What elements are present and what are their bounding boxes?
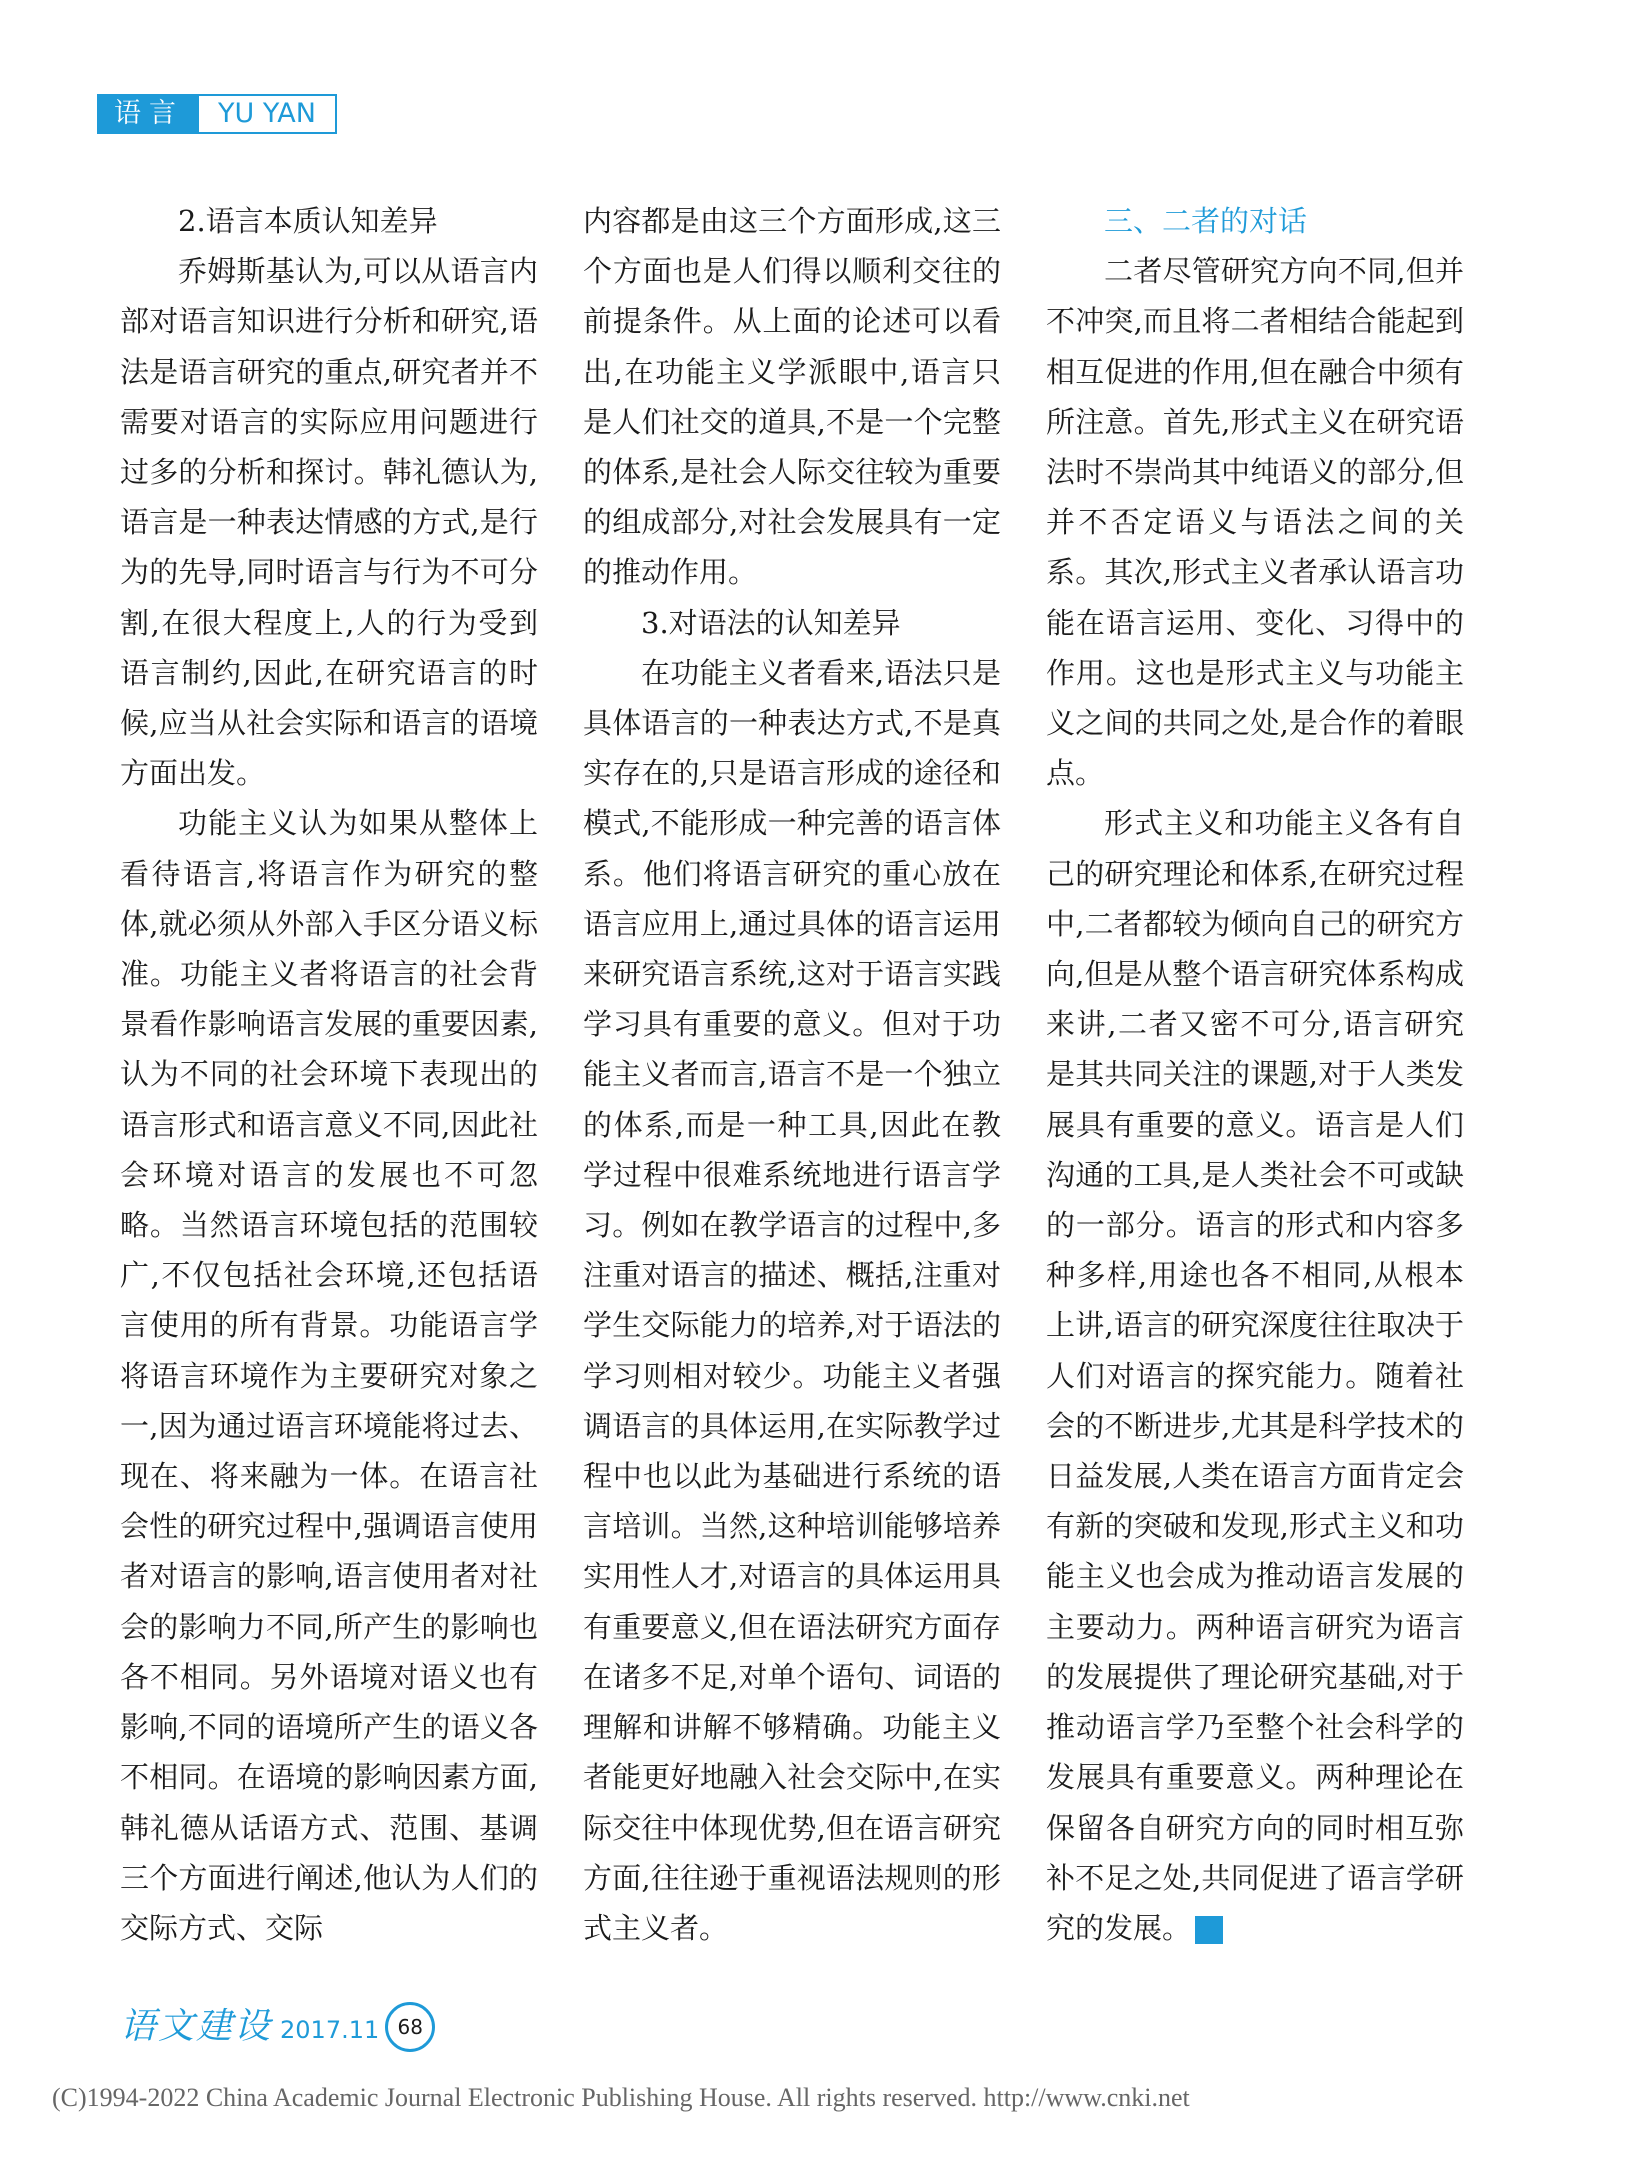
section-label-cn: 语言: [99, 96, 199, 132]
journal-logo: 语文建设: [120, 2006, 273, 2047]
copyright-line: (C)1994-2022 China Academic Journal Electronic Publishing House. All rights reserved. http://www.cnki.net: [52, 2083, 1190, 2112]
paragraph-continued: 内容都是由这三个方面形成,这三个方面也是人们得以顺利交往的前提条件。从上面的论述可以看出,在功能主义学派眼中,语言只是人们社交的道具,不是一个完整的体系,是社会人际交往较为重要的组成部分,对社会发展具有一定的推动作用。: [583, 204, 1001, 590]
section-label-en: YU YAN: [199, 96, 335, 132]
paragraph-text: 形式主义和功能主义各有自己的研究理论和体系,在研究过程中,二者都较为倾向自己的研究方向,但是从整个语言研究体系构成来讲,二者又密不可分,语言研究是其共同关注的课题,对于人类发展具有重要的意义。语言是人们沟通的工具,是人类社会不可或缺的一部分。语言的形式和内容多种多样,用途也各不相同,从根本上讲,语言的研究深度往往取决于人们对语言的探究能力。随着社会的不断进步,尤其是科学技术的日益发展,人类在语言方面肯定会有新的突破和发现,形式主义和功能主义也会成为推动语言发展的主要动力。两种语言研究为语言的发展提供了理论研究基础,对于推动语言学乃至整个社会科学的发展具有重要意义。两种理论在保留各自研究方向的同时相互弥补不足之处,共同促进了语言学研究的发展。: [1046, 806, 1464, 1945]
section-header: [97, 94, 337, 134]
column-1: [120, 196, 538, 1953]
page-footer: [120, 1992, 435, 2052]
paragraph: 在功能主义者看来,语法只是具体语言的一种表达方式,不是真实存在的,只是语言形成的途径和模式,不能形成一种完善的语言体系。他们将语言研究的重心放在语言应用上,通过具体的语言运用来研究语言系统,这对于语言实践学习具有重要的意义。但对于功能主义者而言,语言不是一个独立的体系,而是一种工具,因此在教学过程中很难系统地进行语言学习。例如在教学语言的过程中,多注重对语言的描述、概括,注重对学生交际能力的培养,对于语法的学习则相对较少。功能主义者强调语言的具体运用,在实际教学过程中也以此为基础进行系统的语言培训。当然,这种培训能够培养实用性人才,对语言的具体运用具有重要意义,但在语法研究方面存在诸多不足,对单个语句、词语的理解和讲解不够精确。功能主义者能更好地融入社会交际中,在实际交往中体现优势,但在语言研究方面,往往逊于重视语法规则的形式主义者。: [583, 655, 1001, 1945]
issue-number: 2017.11: [280, 2016, 380, 2044]
paragraph: 功能主义认为如果从整体上看待语言,将语言作为研究的整体,就必须从外部入手区分语义标准。功能主义者将语言的社会背景看作影响语言发展的重要因素,认为不同的社会环境下表现出的语言形式和语言意义不同,因此社会环境对语言的发展也不可忽略。当然语言环境包括的范围较广,不仅包括社会环境,还包括语言使用的所有背景。功能语言学将语言环境作为主要研究对象之一,因为通过语言环境能将过去、现在、将来融为一体。在语言社会性的研究过程中,强调语言使用者对语言的影响,语言使用者对社会的影响力不同,所产生的影响也各不相同。另外语境对语义也有影响,不同的语境所产生的语义各不相同。在语境的影响因素方面,韩礼德从话语方式、范围、基调三个方面进行阐述,他认为人们的交际方式、交际: [120, 806, 538, 1945]
paragraph: 二者尽管研究方向不同,但并不冲突,而且将二者相结合能起到相互促进的作用,但在融合中须有所注意。首先,形式主义在研究语法时不崇尚其中纯语义的部分,但并不否定语义与语法之间的关系。其次,形式主义者承认语言功能在语言运用、变化、习得中的作用。这也是形式主义与功能主义之间的共同之处,是合作的着眼点。: [1046, 254, 1464, 791]
page-number: 68: [385, 2002, 435, 2052]
column-2: [583, 196, 1001, 1953]
section-heading: 三、二者的对话: [1104, 204, 1308, 238]
subheading-2: 2.语言本质认知差异: [178, 204, 438, 238]
paragraph: 乔姆斯基认为,可以从语言内部对语言知识进行分析和研究,语法是语言研究的重点,研究者并不需要对语言的实际应用问题进行过多的分析和探讨。韩礼德认为,语言是一种表达情感的方式,是行为的先导,同时语言与行为不可分割,在很大程度上,人的行为受到语言制约,因此,在研究语言的时候,应当从社会实际和语言的语境方面出发。: [120, 254, 538, 791]
end-mark-icon: 语: [1195, 1916, 1223, 1944]
subheading-3: 3.对语法的认知差异: [641, 605, 901, 640]
column-3: [1046, 196, 1464, 1953]
paragraph: [1046, 798, 1464, 1953]
